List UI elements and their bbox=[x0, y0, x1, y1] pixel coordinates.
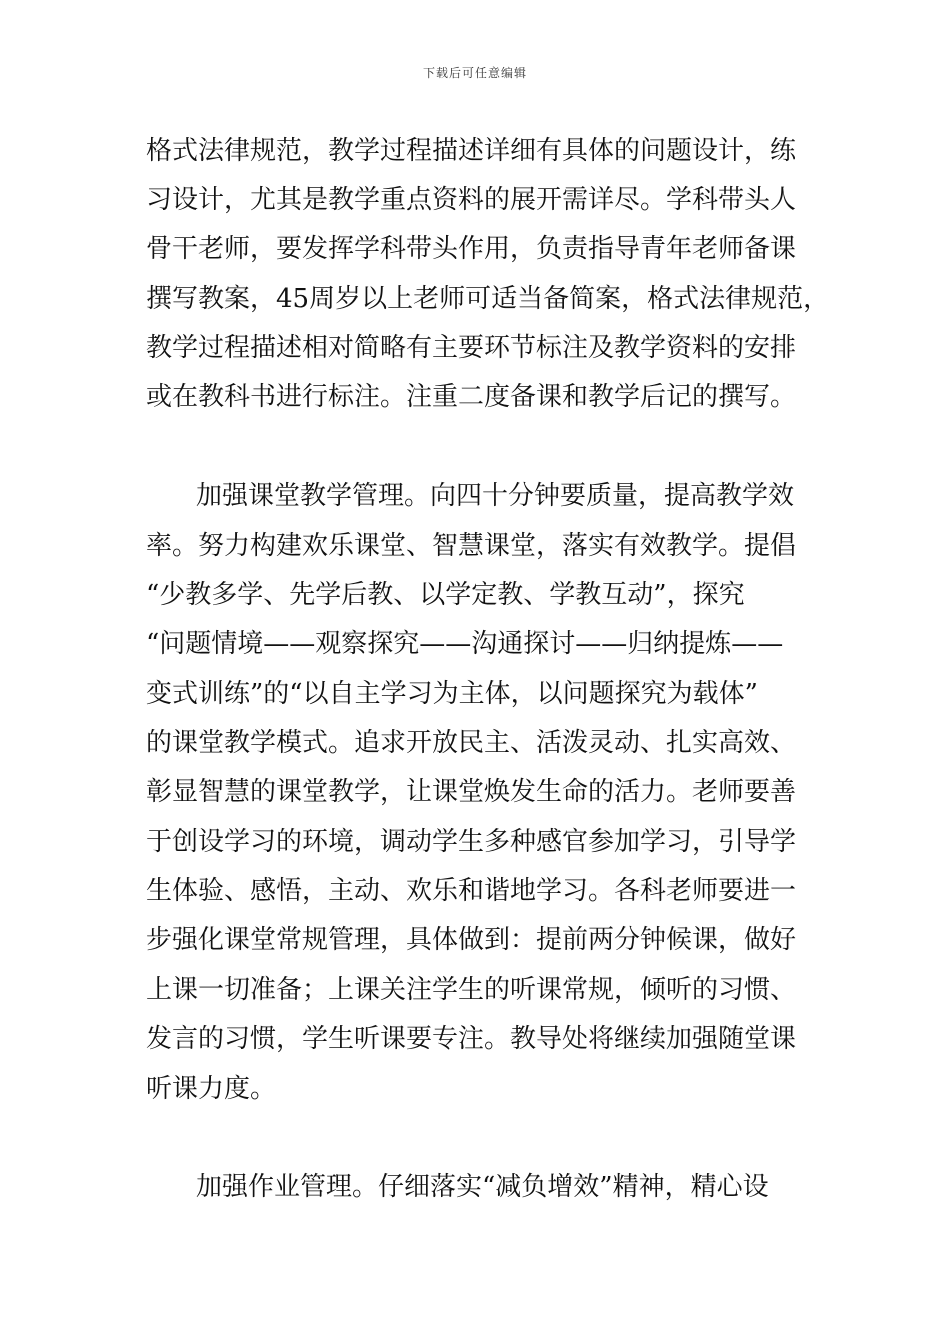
paragraph-2-line-13: 听课力度。 bbox=[146, 1074, 277, 1104]
paragraph-2-line-2: 率。努力构建欢乐课堂、智慧课堂，落实有效教学。提倡 bbox=[146, 531, 797, 561]
paragraph-2-line-8: 于创设学习的环境，调动学生多种感官参加学习，引导学 bbox=[146, 827, 797, 857]
paragraph-2-line-4: “问题情境——观察探究——沟通探讨——归纳提炼—— bbox=[146, 629, 784, 659]
paragraph-1-line-3: 骨干老师，要发挥学科带头作用，负责指导青年老师备课 bbox=[146, 234, 797, 264]
paragraph-2-line-12: 发言的习惯，学生听课要专注。教导处将继续加强随堂课 bbox=[146, 1024, 797, 1054]
paragraph-2-line-9: 生体验、感悟，主动、欢乐和谐地学习。各科老师要进一 bbox=[146, 876, 797, 906]
paragraph-2-line-3: “少教多学、先学后教、以学定教、学教互动”，探究 bbox=[146, 580, 745, 610]
paragraph-1-line-4: 撰写教案，45周岁以上老师可适当备简案，格式法律规范， bbox=[146, 284, 830, 314]
paragraph-2-line-11: 上课一切准备；上课关注学生的听课常规，倾听的习惯、 bbox=[146, 975, 797, 1005]
paragraph-1-line-1: 格式法律规范，教学过程描述详细有具体的问题设计，练 bbox=[146, 136, 797, 166]
paragraph-1-line-6: 或在教科书进行标注。注重二度备课和教学后记的撰写。 bbox=[146, 382, 797, 412]
paragraph-3-line-1: 加强作业管理。仔细落实“减负增效”精神，精心设 bbox=[196, 1172, 769, 1202]
paragraph-2-line-10: 步强化课堂常规管理，具体做到：提前两分钟候课，做好 bbox=[146, 925, 797, 955]
paragraph-2-line-5: 变式训练”的“以自主学习为主体，以问题探究为载体” bbox=[146, 679, 758, 709]
paragraph-2-line-6: 的课堂教学模式。追求开放民主、活泼灵动、扎实高效、 bbox=[146, 728, 797, 758]
paragraph-2-line-7: 彰显智慧的课堂教学，让课堂焕发生命的活力。老师要善 bbox=[146, 777, 797, 807]
paragraph-2-line-1: 加强课堂教学管理。向四十分钟要质量，提高教学效 bbox=[196, 481, 795, 511]
paragraph-1-line-2: 习设计，尤其是教学重点资料的展开需详尽。学科带头人 bbox=[146, 185, 797, 215]
page-header: 下载后可任意编辑 bbox=[422, 66, 527, 80]
paragraph-1-line-5: 教学过程描述相对简略有主要环节标注及教学资料的安排 bbox=[146, 333, 797, 363]
